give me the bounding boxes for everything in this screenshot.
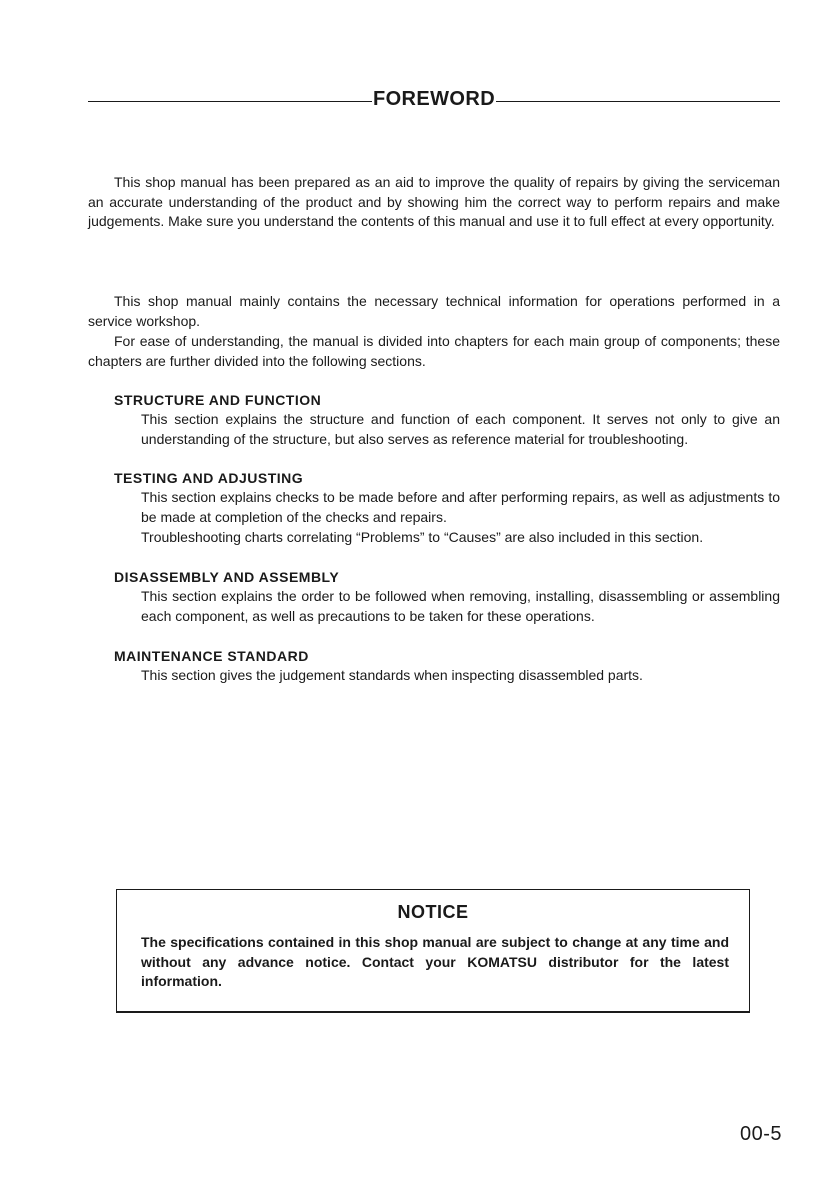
organization-paragraph	[88, 332, 780, 371]
title-rule-left	[88, 101, 372, 102]
intro-paragraph	[88, 173, 780, 232]
section-text: This section gives the judgement standards when inspecting disassembled parts.	[141, 667, 643, 683]
section-body	[141, 410, 780, 450]
section-body	[141, 587, 780, 627]
section-text: This section explains checks to be made before and after performing repairs, as well as adjustments to be made at completion of the checks and repairs.	[141, 489, 780, 525]
section-heading: DISASSEMBLY AND ASSEMBLY	[114, 569, 340, 585]
page-number: 00-5	[739, 1123, 782, 1145]
section-heading: TESTING AND ADJUSTING	[114, 470, 304, 486]
section-testing-and-adjusting	[114, 468, 780, 547]
section-disassembly-and-assembly	[114, 567, 780, 627]
notice-text: The specifications contained in this shop manual are subject to change at any time and without any advance notice. Contact your KOMATSU distributor for the latest information.	[141, 934, 729, 989]
section-heading: STRUCTURE AND FUNCTION	[114, 392, 322, 408]
contents-paragraph	[88, 292, 780, 331]
contents-paragraph-text: This shop manual mainly contains the necessary technical information for operations performed in a service workshop.	[88, 293, 780, 329]
section-text: This section explains the order to be followed when removing, installing, disassembling or assembling each component, as well as precautions to be taken for these operations.	[141, 588, 780, 624]
section-maintenance-standard	[114, 646, 780, 686]
section-structure-and-function	[114, 390, 780, 450]
section-heading: MAINTENANCE STANDARD	[114, 648, 309, 664]
section-body	[141, 666, 780, 686]
title-rule-right	[496, 101, 780, 102]
section-text: Troubleshooting charts correlating “Problems” to “Causes” are also included in this section.	[141, 528, 704, 545]
section-text: This section explains the structure and function of each component. It serves not only to give an understanding of the structure, but also serves as reference material for troubleshooting.	[141, 411, 780, 447]
intro-paragraph-text: This shop manual has been prepared as an aid to improve the quality of repairs by giving the serviceman an accurate understanding of the product and by showing him the correct way to perform repairs and make judgements. Make sure you understand the contents of this manual and use it to full effect at every opportunity.	[88, 174, 780, 229]
notice-title: NOTICE	[397, 902, 469, 922]
section-body	[141, 488, 780, 547]
page-title: FOREWORD	[372, 87, 496, 110]
organization-paragraph-text: For ease of understanding, the manual is divided into chapters for each main group of components; these chapters are further divided into the following sections.	[88, 333, 780, 369]
notice-box	[116, 889, 750, 1013]
page-title-row	[88, 86, 780, 112]
